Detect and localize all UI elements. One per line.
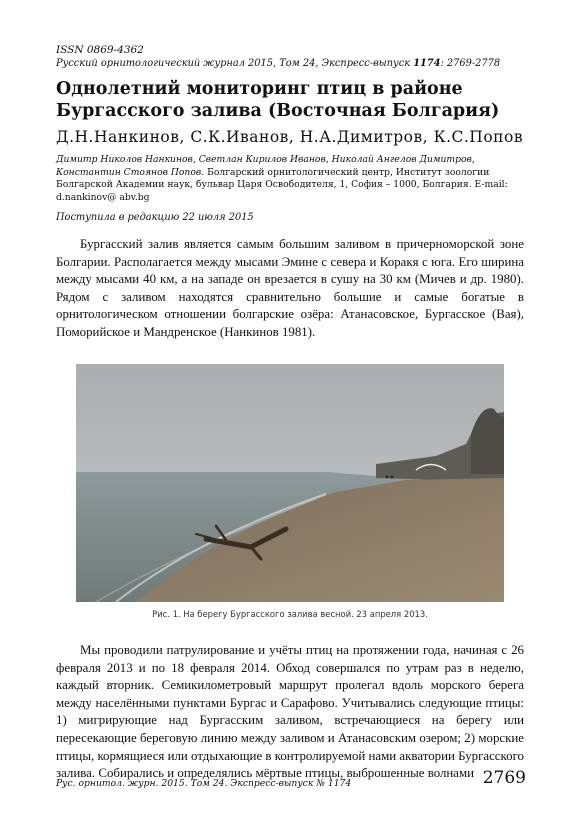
- journal-issue: 1174: [413, 58, 441, 69]
- issn-line: ISSN 0869-4362: [56, 44, 144, 56]
- journal-prefix: Русский орнитологический журнал 2015, Том 24, Экспресс-выпуск: [56, 58, 414, 69]
- affiliation-names: Димитр Николов Нанкинов, Светлан Кирилов Иванов, Николай Ангелов Димитров, Константин Стоянов Попов.: [56, 154, 475, 178]
- footer-journal: Рус. орнитол. журн. 2015. Том 24. Экспресс-выпуск № 1174: [56, 778, 352, 789]
- article-title: Однолетний мониторинг птиц в районе Бургасского залива (Восточная Болгария): [56, 79, 500, 121]
- journal-pages: : 2769-2778: [440, 58, 501, 69]
- affiliation-text: Болгарский орнитологический центр, Институт зоологии Болгарской Академии наук, бульвар Царя Освободителя, 1, София – 1000, Болгария. E-mail: d.nankinov@ abv.bg: [56, 166, 508, 203]
- figure-photo: [76, 364, 504, 602]
- journal-line: [56, 57, 524, 70]
- paragraph-intro: Бургасский залив является самым большим заливом в причерноморской зоне Болгарии. Располагается между мысами Эмине с севера и Коракя с юга. Его ширина между мысами 40 км, а на западе он врезается в сушу на 30 км (Мичев и др. 1980). Рядом с заливом находятся сравнительно большие и самые богатые в орнитологическом отношении болгарские озёра: Атанасовское, Бургасское (Вая), Поморийское и Мандренское (Нанкинов 1981).: [56, 237, 524, 339]
- article-authors: Д.Н.Нанкинов, С.К.Иванов, Н.А.Димитров, К.С.Попов: [56, 128, 524, 146]
- paragraph-methods: Мы проводили патрулирование и учёты птиц на протяжении года, начиная с 26 февраля 2013 и по 18 февраля 2014. Обход совершался по утрам раз в неделю, каждый вторник. Семикилометровый маршрут пролегал вдоль морского берега между населёнными пунктами Бургас и Сарафово. Учитывались следующие птицы: 1) мигрирующие над Бургасским заливом, встречающиеся на берегу или пересекающие береговую линию между заливом и Атанасовским озером; 2) морские птицы, кормящиеся или отдыхающие в контролируемой нами акватории Бургасского залива. Собирались и определялись мёртвые птицы, выброшенные волнами: [56, 643, 524, 781]
- affiliation: [56, 154, 526, 204]
- beach-photo: [76, 364, 504, 602]
- page-number: 2769: [482, 768, 526, 788]
- figure-caption: Рис. 1. На берегу Бургасского залива весной. 23 апреля 2013.: [152, 609, 428, 619]
- received-date: Поступила в редакцию 22 июля 2015: [56, 212, 254, 223]
